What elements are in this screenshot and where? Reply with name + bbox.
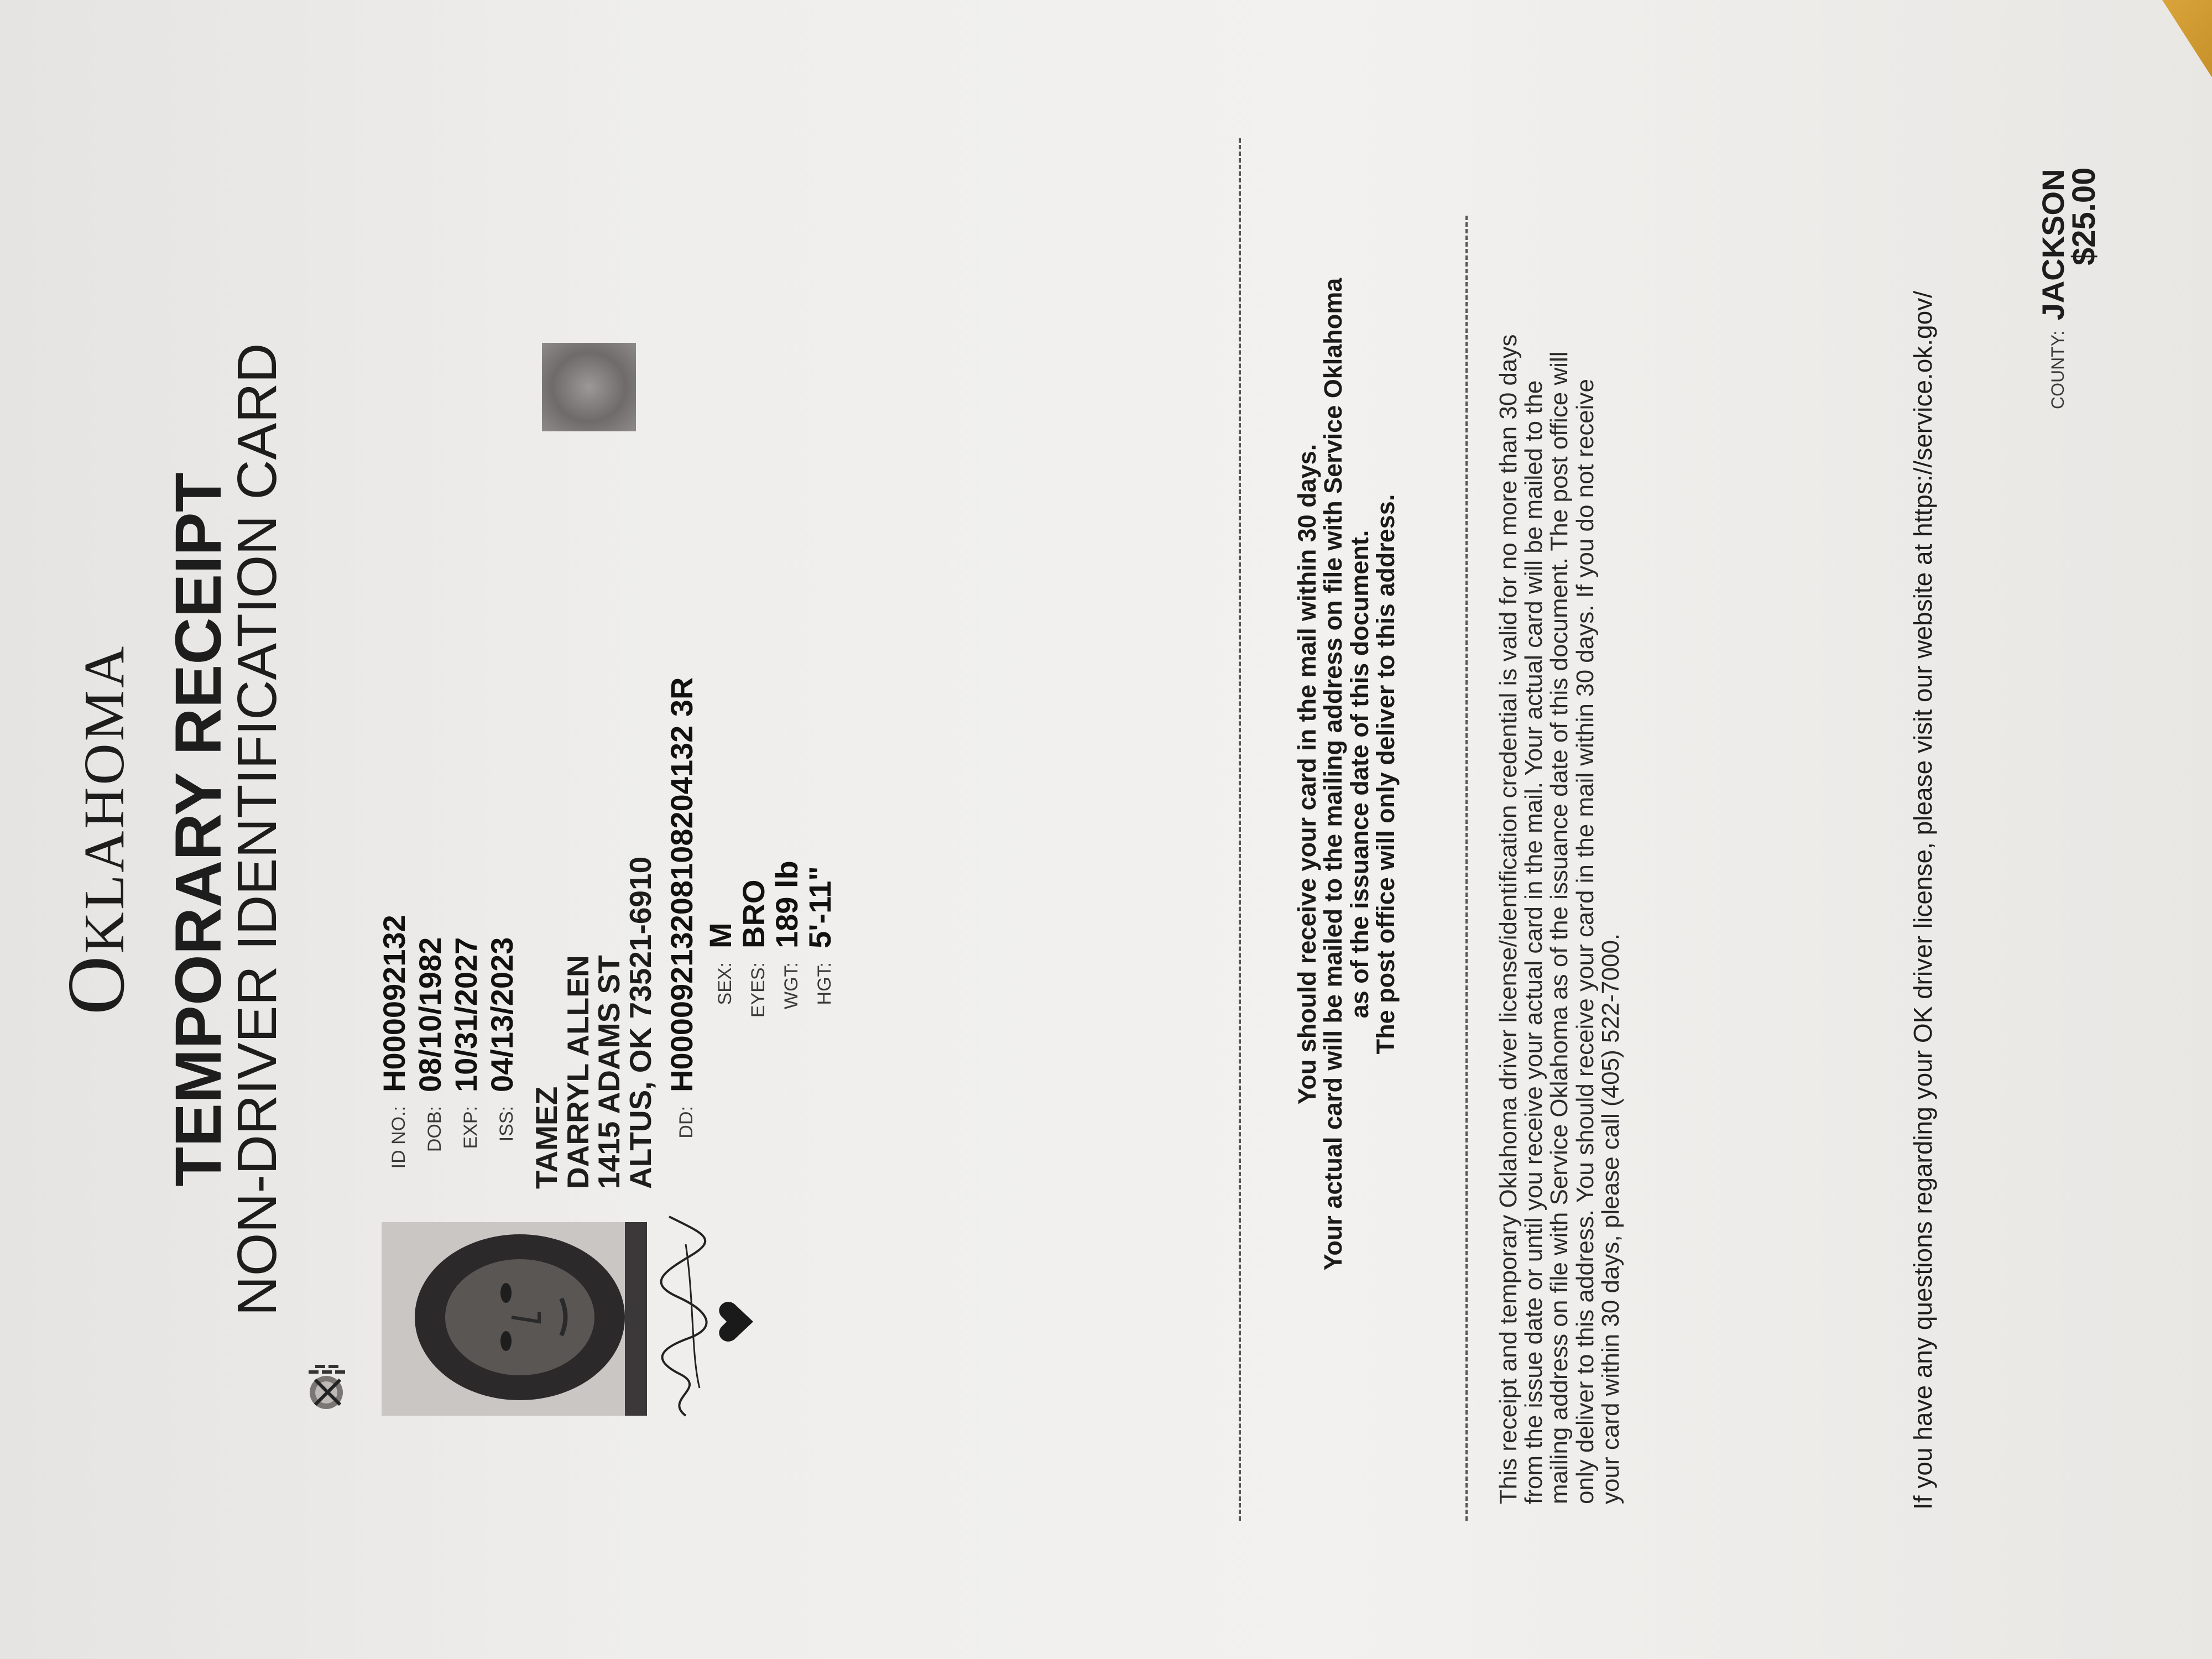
disclaimer-line-1: This receipt and temporary Oklahoma driver license/identification credential is valid for no more than 30 days: [1495, 334, 1522, 1504]
disclaimer-line-3: mailing address on file with Service Oklahoma as of the issuance date of this document. The post office will: [1546, 351, 1573, 1504]
state-title: Oklahoma: [51, 644, 142, 1015]
contact-info: If you have any questions regarding your OK driver license, please visit our website at https://service.ok.gov/: [1908, 290, 1937, 1510]
eyes-row: [735, 880, 771, 1034]
disclaimer-line-2: from the issue date or until you receive your actual card in the mail. Your actual card will be mailed to the: [1520, 380, 1548, 1504]
holder-signature: [647, 1211, 719, 1421]
id-number-row: [376, 915, 412, 1189]
holder-photo: [382, 1222, 647, 1416]
county-label: COUNTY:: [2048, 330, 2068, 409]
mail-notice: [1294, 199, 1399, 1349]
eyes-value: BRO: [736, 879, 771, 948]
sex-row: [702, 922, 738, 1034]
exp-value: 10/31/2027: [448, 937, 483, 1092]
divider-bottom: [1465, 216, 1468, 1521]
dob-row: [412, 937, 448, 1189]
exp-row: [448, 937, 484, 1189]
notice-line-1: You should receive your card in the mail within 30 days.: [1293, 444, 1321, 1105]
county-value: JACKSON: [2036, 169, 2070, 321]
address-line-2: ALTUS, OK 73521-6910: [623, 856, 658, 1189]
weight-label: WGT:: [781, 962, 802, 1009]
ghost-photo: [542, 343, 636, 431]
disclaimer-line-5: your card within 30 days, please call (405) 522-7000.: [1597, 933, 1624, 1504]
exp-label: EXP:: [460, 1106, 481, 1149]
iss-label: ISS:: [496, 1106, 517, 1142]
organ-donor-heart-icon: [713, 1300, 758, 1344]
dob-value: 08/10/1982: [413, 937, 447, 1092]
id-number-value: H000092132: [377, 915, 411, 1092]
notice-line-4: The post office will only deliver to this address.: [1371, 494, 1400, 1055]
dd-label: DD:: [676, 1106, 697, 1139]
sex-value: M: [703, 922, 738, 948]
receipt-title: TEMPORARY RECEIPT: [162, 472, 235, 1187]
dob-label: DOB:: [424, 1106, 445, 1152]
last-name: TAMEZ: [529, 1086, 564, 1189]
weight-value: 189 lb: [769, 860, 804, 948]
holder-portrait: [382, 1222, 647, 1416]
fee-amount: $25.00: [2066, 167, 2102, 265]
iss-row: [484, 937, 520, 1189]
notice-line-2: Your actual card will be mailed to the mailing address on file with Service Oklahoma: [1319, 278, 1348, 1271]
height-row: [802, 866, 838, 1034]
height-label: HGT:: [814, 962, 835, 1005]
dd-value: H00009213208108204132 3R: [664, 677, 699, 1092]
state-seal-icon: [293, 1355, 359, 1421]
disclaimer-line-4: only deliver to this address. You should receive your card in the mail within 30 days. If you do not receive: [1571, 379, 1599, 1504]
weight-row: [769, 860, 805, 1034]
id-number-label: ID NO.:: [388, 1106, 409, 1169]
eyes-label: EYES:: [748, 962, 769, 1018]
iss-value: 04/13/2023: [484, 937, 519, 1092]
card-type-title: NON-DRIVER IDENTIFICATION CARD: [226, 343, 288, 1316]
address-line-1: 1415 ADAMS ST: [592, 955, 627, 1189]
sex-label: SEX:: [714, 962, 735, 1005]
first-name: DARRYL ALLEN: [560, 955, 595, 1189]
divider-top: [1239, 138, 1241, 1521]
height-value: 5'-11": [802, 866, 837, 948]
dd-row: [664, 677, 700, 1189]
notice-line-3: as of the issuance date of this document.: [1345, 530, 1374, 1019]
validity-disclaimer: [1496, 0, 1624, 1504]
holder-name-address: [531, 857, 656, 1189]
